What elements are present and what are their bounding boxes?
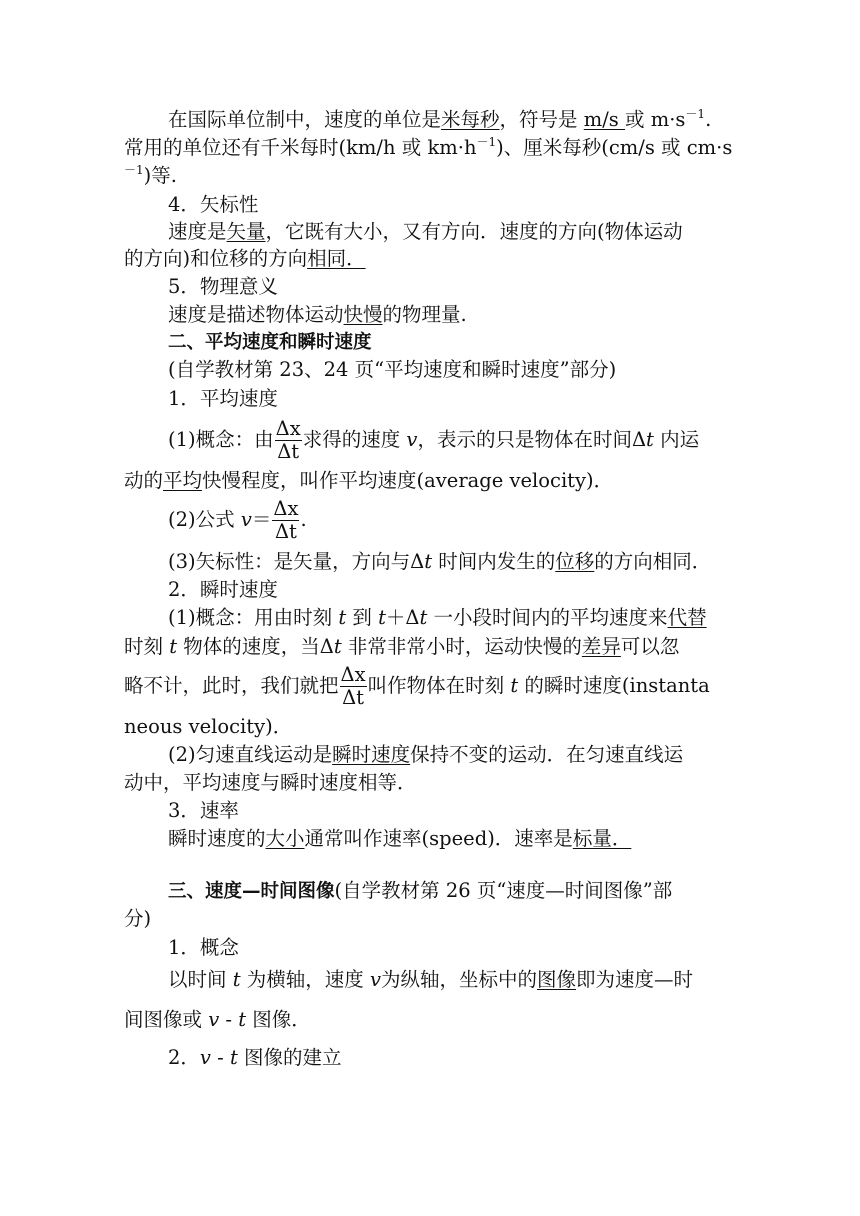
text: 叫作物体在时刻	[367, 674, 511, 697]
variable: t	[333, 635, 342, 658]
text: 的方向)和位移的方向	[124, 247, 308, 270]
text-line	[168, 301, 467, 329]
text: 或 m·s	[625, 108, 686, 131]
text: 非常非常小时，运动快慢的	[341, 635, 582, 658]
text: 瞬时速度的	[168, 827, 266, 850]
text: 保持不变的运动．在匀速直线运	[410, 743, 684, 766]
fraction-denominator: Δt	[274, 520, 297, 543]
underlined-term: 图像	[537, 968, 577, 991]
textbook-reference: (自学教材第 23、24 页“平均速度和瞬时速度”部分)	[168, 358, 617, 381]
text: 为横轴，速度	[240, 968, 370, 991]
variable: v	[208, 1008, 220, 1031]
variable: t	[378, 606, 386, 629]
fraction	[340, 664, 367, 709]
text: -	[210, 1046, 230, 1069]
text: 速度是描述物体运动	[168, 303, 344, 326]
text: 速度是	[168, 220, 227, 243]
variable: t	[229, 1046, 238, 1069]
text-line	[124, 467, 613, 495]
text: 快慢程度，叫作平均速度(average velocity)．	[202, 469, 614, 492]
variable: t	[510, 674, 519, 697]
text: 物体的速度，当Δ	[177, 635, 334, 658]
text-line	[168, 548, 711, 576]
text: 略不计，此时，我们就把	[124, 674, 339, 697]
text: )等.	[143, 164, 177, 187]
text: 可以忽	[620, 635, 680, 658]
chapter-title: 三、速度—时间图像	[168, 881, 335, 902]
text-line	[168, 604, 707, 632]
textbook-reference: 分)	[124, 907, 152, 930]
superscript: －1	[685, 107, 706, 121]
text-line	[124, 162, 177, 190]
text: (3)矢标性：是矢量，方向与Δ	[168, 550, 425, 573]
text: 以时间	[168, 968, 233, 991]
variable: t	[169, 635, 178, 658]
text: 的方向相同．	[594, 550, 712, 573]
superscript: －1	[124, 163, 144, 177]
section-heading: 2．瞬时速度	[168, 578, 278, 601]
underlined-term: 相同．	[307, 247, 366, 270]
text: 时刻	[124, 635, 170, 658]
text: 求得的速度	[302, 428, 407, 451]
variable: v	[369, 968, 381, 991]
text: )、厘米每秒(cm/s 或 cm·s	[496, 136, 733, 159]
text: 图像的建立	[237, 1046, 342, 1069]
text: 通常叫作速率(speed)．速率是	[304, 827, 573, 850]
text-line	[124, 134, 732, 162]
text: 动的	[124, 469, 164, 492]
text: 为纵轴，坐标中的	[380, 968, 537, 991]
section-heading: 3．速率	[168, 799, 239, 822]
underlined-term: m/s	[583, 108, 626, 131]
variable: v	[240, 508, 252, 531]
underlined-term: 差异	[581, 635, 621, 658]
underlined-term: 瞬时速度	[332, 743, 411, 766]
text-line: neous velocity)．	[124, 715, 293, 738]
text-line	[124, 1006, 311, 1034]
formula-line	[168, 498, 307, 543]
text: 图像．	[246, 1008, 311, 1031]
text: 时间内发生的	[432, 550, 556, 573]
underlined-term: 标量．	[572, 827, 632, 850]
text: (2)匀速直线运动是	[168, 743, 333, 766]
text: (1)概念：用由时刻	[168, 606, 339, 629]
variable: t	[646, 428, 654, 451]
chapter-title: 二、平均速度和瞬时速度	[168, 332, 372, 353]
text: (1)概念：由	[168, 428, 274, 451]
underlined-term: 米每秒	[441, 108, 500, 131]
fraction-numerator: Δx	[340, 663, 366, 686]
text: 即为速度—时	[576, 968, 694, 991]
section-heading: 1．平均速度	[168, 387, 278, 410]
text: 的瞬时速度(instanta	[518, 674, 710, 697]
text: 一小段时间内的平均速度来	[427, 606, 668, 629]
text: 到	[346, 606, 379, 629]
text: 在国际单位制中，速度的单位是	[168, 108, 442, 131]
section-heading: 5．物理意义	[168, 275, 278, 298]
text: ＋Δ	[385, 606, 420, 629]
underlined-term: 平均	[163, 469, 203, 492]
text-line	[168, 825, 631, 853]
fraction-denominator: Δt	[277, 440, 300, 463]
text: 2．	[168, 1046, 200, 1069]
variable: t	[424, 550, 433, 573]
text: (2)公式	[168, 508, 241, 531]
text: 常用的单位还有千米每时(km/h 或 km·h	[124, 136, 477, 159]
variable: t	[338, 606, 347, 629]
equals-sign: ＝	[251, 508, 272, 531]
text-line	[168, 966, 693, 994]
underlined-term: 矢量	[226, 220, 266, 243]
text-line	[168, 106, 711, 134]
text-line	[124, 245, 366, 273]
superscript: －1	[476, 135, 497, 149]
variable: t	[238, 1008, 247, 1031]
section-heading	[168, 1044, 342, 1072]
variable: v	[199, 1046, 211, 1069]
fraction-numerator: Δx	[273, 497, 299, 520]
fraction-denominator: Δt	[342, 686, 365, 709]
underlined-term: 快慢	[343, 303, 383, 326]
text: ，表示的只是物体在时间Δ	[417, 428, 647, 451]
underlined-term: 大小	[265, 827, 305, 850]
fraction-numerator: Δx	[275, 417, 301, 440]
text: -	[219, 1008, 239, 1031]
variable: t	[419, 606, 428, 629]
underlined-term: 位移	[555, 550, 595, 573]
text-line	[124, 633, 679, 661]
text: ，它既有大小，又有方向．速度的方向(物体运动	[265, 220, 683, 243]
text: ，符号是	[499, 108, 584, 131]
text: 内运	[653, 428, 700, 451]
underlined-term: 代替	[667, 606, 707, 629]
text-line	[168, 741, 683, 769]
text-line	[124, 664, 710, 709]
fraction	[272, 498, 299, 543]
textbook-reference: (自学教材第 26 页“速度—时间图像”部	[334, 879, 673, 902]
text-line	[168, 218, 683, 246]
text: 间图像或	[124, 1008, 209, 1031]
text: .	[300, 508, 307, 531]
text: 的物理量.	[382, 303, 467, 326]
section-heading: 4．矢标性	[168, 193, 259, 216]
variable: t	[232, 968, 241, 991]
text-line	[168, 418, 699, 463]
variable: v	[406, 428, 418, 451]
fraction	[275, 418, 302, 463]
chapter-title-line	[168, 877, 672, 906]
text: .	[705, 108, 712, 131]
text-line: 动中，平均速度与瞬时速度相等．	[124, 771, 417, 794]
section-heading: 1．概念	[168, 936, 239, 959]
